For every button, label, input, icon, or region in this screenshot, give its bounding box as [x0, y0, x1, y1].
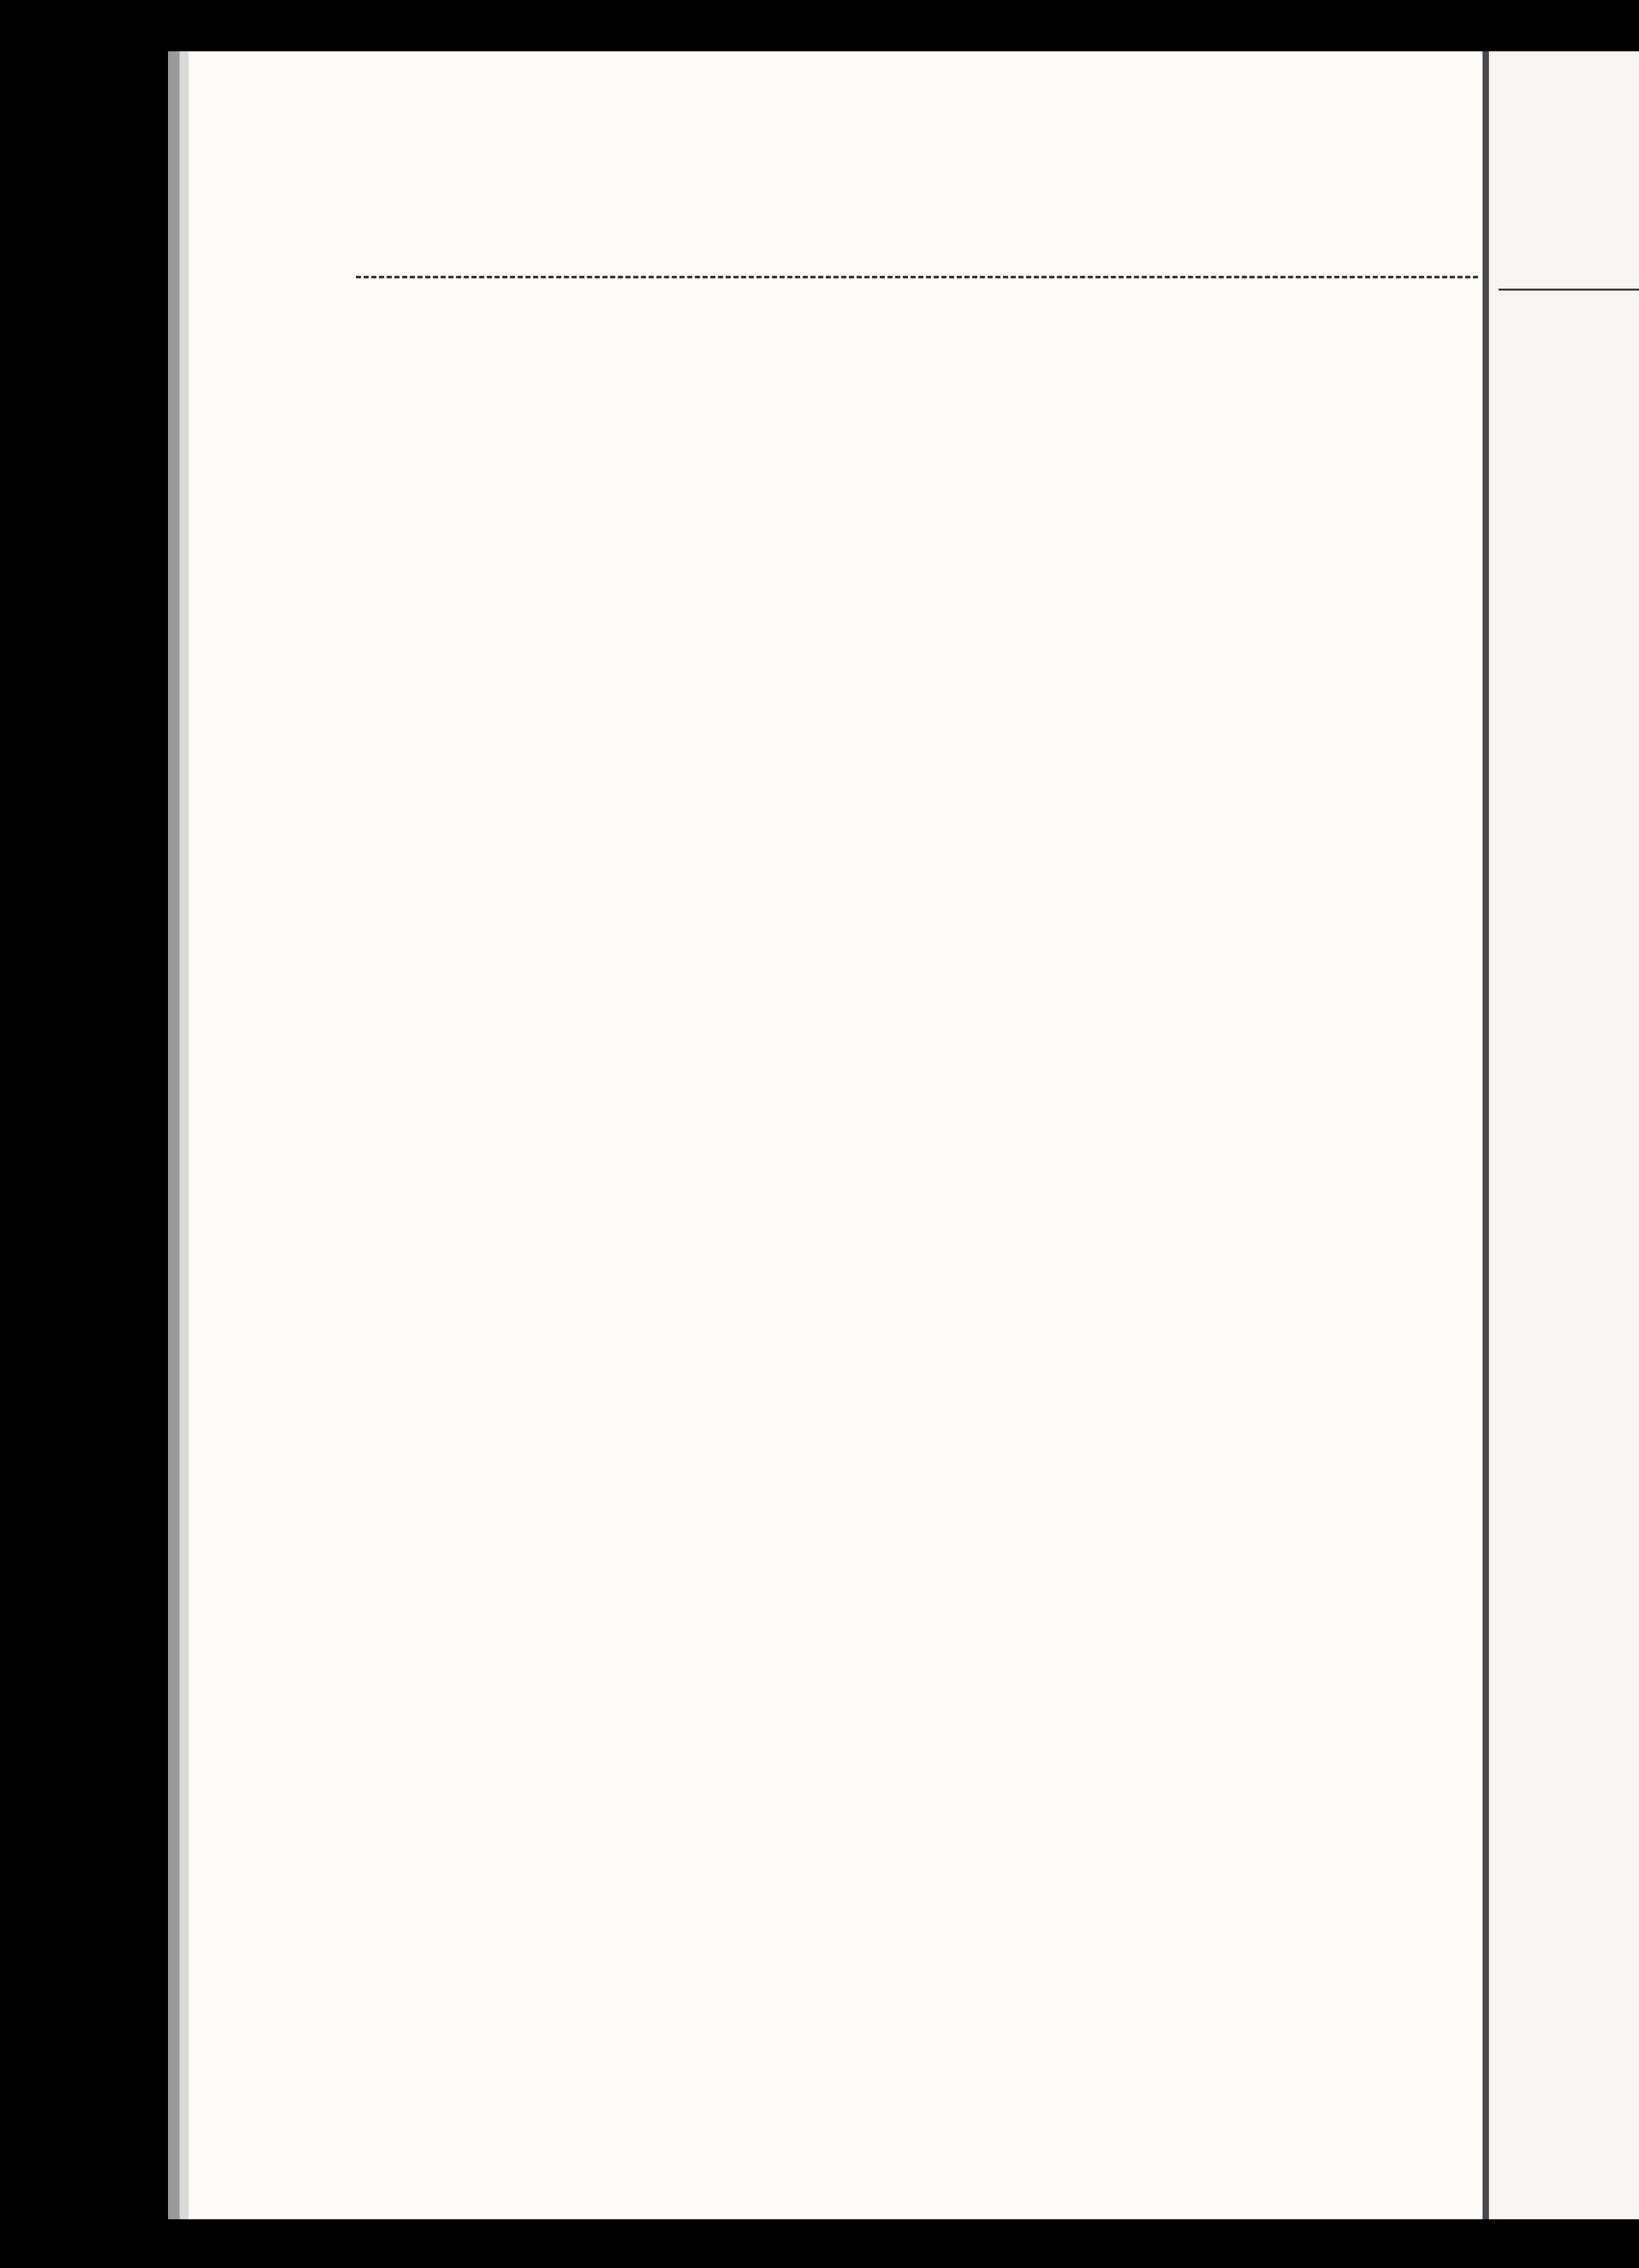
book-page: [168, 51, 1494, 2219]
header-rule: [356, 276, 1478, 278]
facing-page-strip: [1483, 51, 1639, 2219]
facing-page-rule: [1499, 289, 1639, 291]
